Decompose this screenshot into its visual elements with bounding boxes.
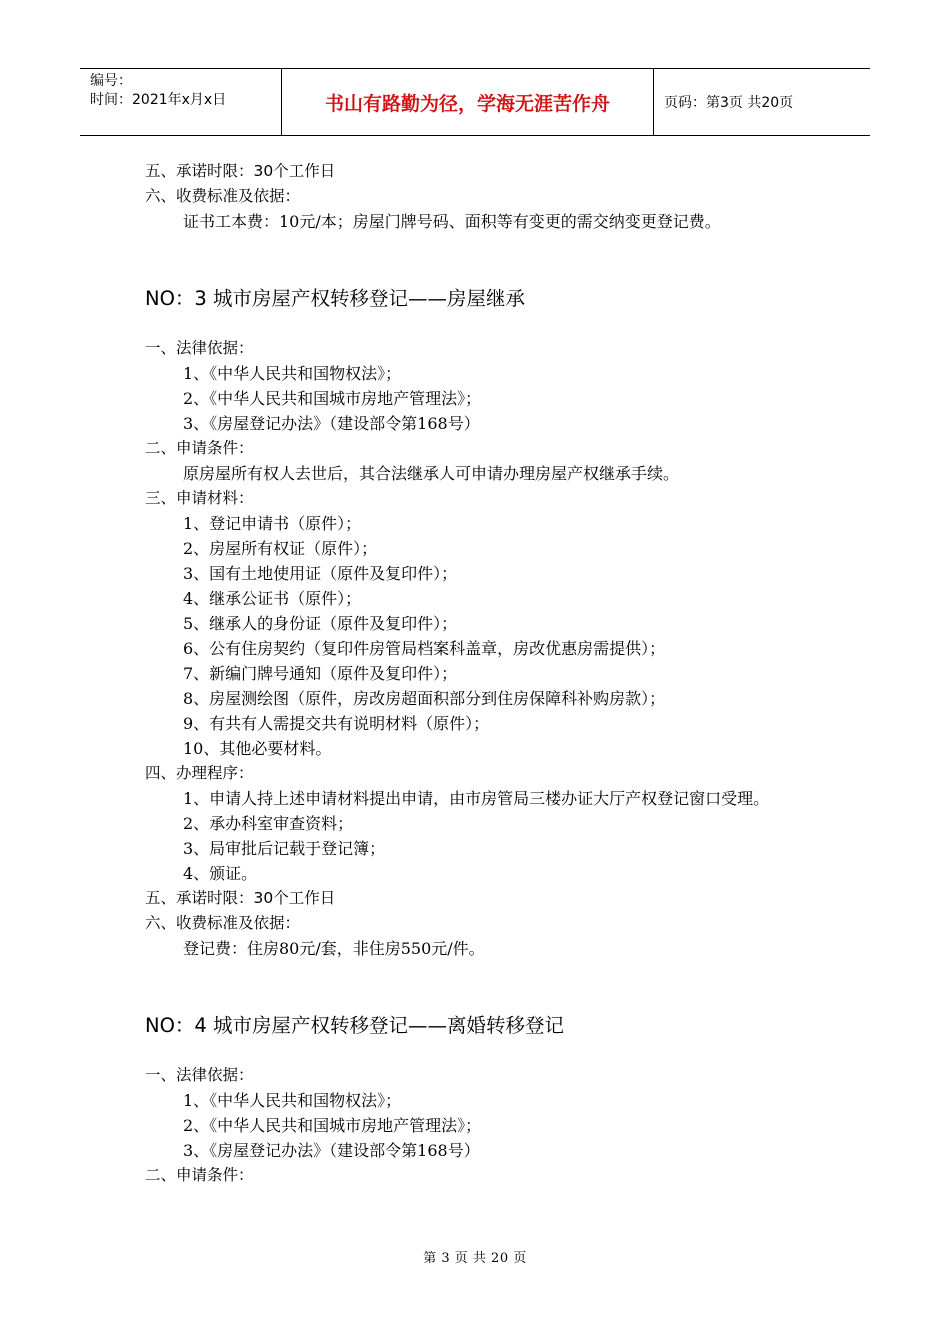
section-4-title: NO：4 城市房屋产权转移登记——离婚转移登记 [145, 1014, 565, 1037]
s3-mat-heading: 三、申请材料： [145, 489, 254, 507]
list-item: 7、新编门牌号通知（原件及复印件）； [183, 664, 458, 683]
page-header [80, 68, 870, 136]
prev-time-limit: 五、承诺时限：30个工作日 [145, 162, 336, 180]
s3-fee-text: 登记费：住房80元/套，非住房550元/件。 [183, 939, 485, 958]
list-item: 3、《房屋登记办法》（建设部令第168号） [183, 1141, 480, 1160]
list-item: 4、继承公证书（原件）； [183, 589, 362, 608]
list-item: 6、公有住房契约（复印件房管局档案科盖章，房改优惠房需提供）； [183, 639, 666, 658]
list-item: 5、继承人的身份证（原件及复印件）； [183, 614, 458, 633]
list-item: 2、《中华人民共和国城市房地产管理法》； [183, 389, 482, 408]
prev-fee-text: 证书工本费：10元/本；房屋门牌号码、面积等有变更的需交纳变更登记费。 [183, 212, 721, 231]
list-item: 2、《中华人民共和国城市房地产管理法》； [183, 1116, 482, 1135]
list-item: 1、登记申请书（原件）； [183, 514, 362, 533]
prev-fee-heading: 六、收费标准及依据： [145, 187, 301, 205]
page-footer: 第 3 页 共 20 页 [423, 1251, 527, 1266]
list-item: 3、《房屋登记办法》（建设部令第168号） [183, 414, 480, 433]
number-label: 编号： [90, 73, 132, 89]
header-meta-cell [80, 69, 282, 135]
s4-legal-heading: 一、法律依据： [145, 1066, 254, 1084]
time-label: 时间：2021年x月x日 [90, 92, 227, 108]
list-item: 3、局审批后记载于登记簿； [183, 839, 386, 858]
list-item: 2、承办科室审查资料； [183, 814, 354, 833]
list-item: 3、国有土地使用证（原件及复印件）； [183, 564, 458, 583]
list-item: 10、其他必要材料。 [183, 739, 332, 758]
list-item: 8、房屋测绘图（原件，房改房超面积部分到住房保障科补购房款）； [183, 689, 666, 708]
s3-time-limit: 五、承诺时限：30个工作日 [145, 889, 336, 907]
section-3-title: NO：3 城市房屋产权转移登记——房屋继承 [145, 287, 526, 310]
header-page-info: 页码：第3页 共20页 [664, 95, 794, 111]
s4-cond-heading: 二、申请条件： [145, 1166, 254, 1184]
s3-cond-text: 原房屋所有权人去世后，其合法继承人可申请办理房屋产权继承手续。 [183, 464, 680, 483]
list-item: 4、颁证。 [183, 864, 258, 883]
list-item: 1、《中华人民共和国物权法》； [183, 1091, 402, 1110]
document-body [145, 159, 825, 1188]
s3-proc-heading: 四、办理程序： [145, 764, 254, 782]
list-item: 9、有共有人需提交共有说明材料（原件）； [183, 714, 490, 733]
s3-fee-heading: 六、收费标准及依据： [145, 914, 301, 932]
list-item: 1、申请人持上述申请材料提出申请，由市房管局三楼办证大厅产权登记窗口受理。 [183, 789, 770, 808]
s3-legal-heading: 一、法律依据： [145, 339, 254, 357]
s3-cond-heading: 二、申请条件： [145, 439, 254, 457]
header-motto: 书山有路勤为径，学海无涯苦作舟 [282, 69, 654, 135]
list-item: 2、房屋所有权证（原件）； [183, 539, 378, 558]
list-item: 1、《中华人民共和国物权法》； [183, 364, 402, 383]
